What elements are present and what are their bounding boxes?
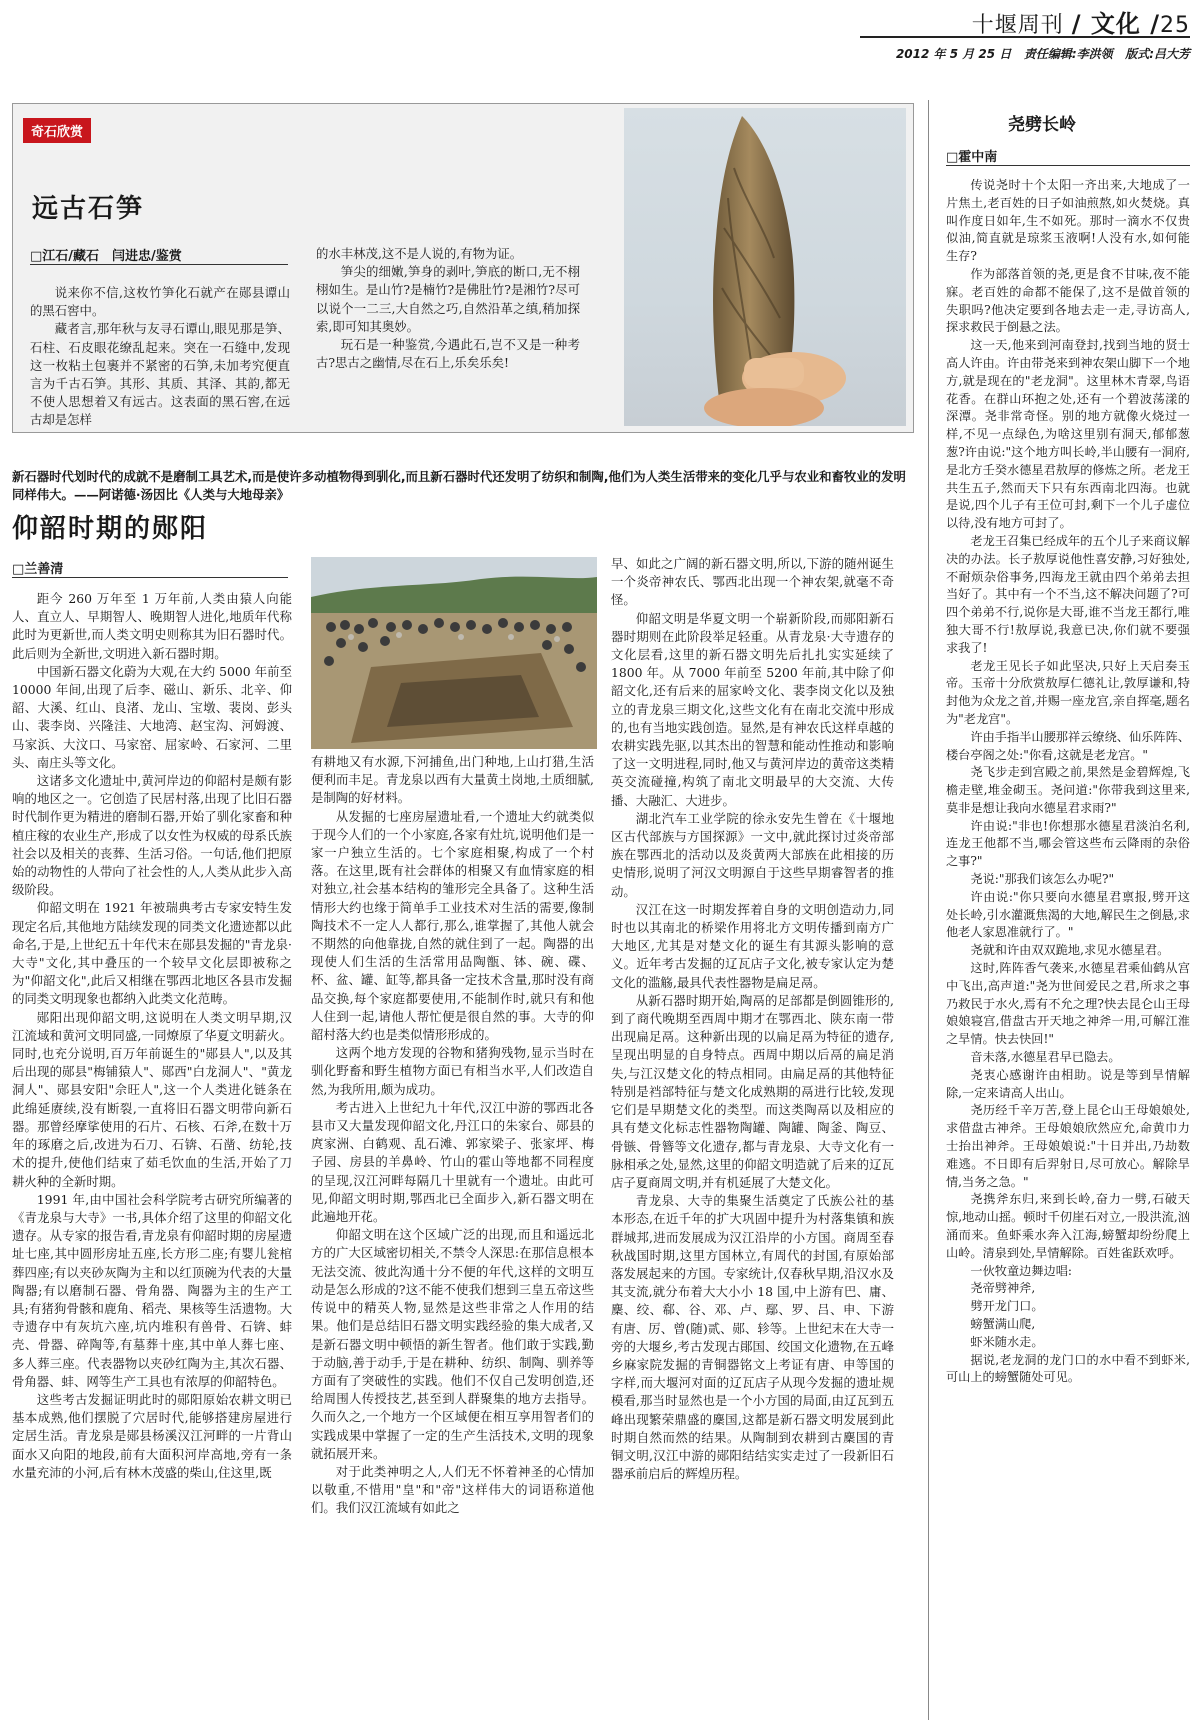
paragraph: 尧历经千辛万苦,登上昆仑山王母娘娘处,求借盘古神斧。王母娘娘欣然应允,命黄巾力士抬出神斧。王母娘娘说:"十日并出,乃劫数难逃。不日即有后羿射日,尽可放心。解除旱情,当务之急。" [946, 1103, 1190, 1189]
paragraph: 老龙王召集已经成年的五个儿子来商议解决的办法。长子敖厚说他性喜安静,习好独处,不耐烦杂俗事务,四海龙王就由四个弟弟去担当好了。其中有一个不当,这不解决问题了?可四个弟弟不行,说你是大哥,谁不当龙王都行,唯独大哥不行!敖厚说,我意已决,你们就不要强求我了! [946, 533, 1190, 655]
paragraph: 青龙泉、大寺的集聚生活奠定了氏族公社的基本形态,在近千年的扩大巩固中提升为村落集镇和族群城邦,进而发展成为汉江沿岸的小方国。商周至春秋战国时期,这里方国林立,有周代的封国,有原始部落发展起来的方国。专家统计,仅春秋早期,沿汉水及其支流,就分布着大大小小 18 国,中上游有巴、庸、麇、绞、郗、谷、邓、卢、鄢、罗、吕、申、下游有唐、厉、曾(随)贰、郧、轸等。上世纪末在大寺一旁的大堰乡,考古发现古鄖国、绞国文化遗物,在五峰乡麻家院发掘的青铜器铭文上考证有唐、申等国的字样,而大堰河对面的辽瓦店子从现今发掘的遗址规模看,那当时显然也是一个小方国的局面,由辽瓦到五峰出现繁荣鼎盛的麇国,这都是新石器文明发展到此时期自然而然的结果。从陶制到农耕到古麇国的青铜文明,汉江中游的郧阳结结实实走过了一段新旧石器承前启后的辉煌历程。 [611, 1193, 894, 1482]
article-column-2 [311, 753, 594, 1518]
paragraph: 许由手指半山腰那祥云缭绕、仙乐阵阵、楼台亭阁之处:"你看,这就是老龙宫。" [946, 729, 1190, 762]
paragraph: 许由说:"非也!你想那水德星君淡泊名利,连龙王他都不当,哪会管这些布云降雨的杂俗之事?" [946, 818, 1190, 869]
paragraph: 老龙王见长子如此坚决,只好上天启奏玉帝。玉帝十分欣赏敖厚仁德礼让,敦厚谦和,特封他为众龙之首,并赐一座龙宫,亲自挥毫,题名为"老龙宫"。 [946, 658, 1190, 726]
side-byline: □霍中南 [946, 150, 998, 165]
epigraph-quote: 新石器时代划时代的成就不是磨制工具艺术,而是使许多动植物得到驯化,而且新石器时代还发明了纺织和制陶,他们为人类生活带来的变化几乎与农业和畜牧业的发明同样伟大。——阿诺德·汤因比《人类与大地母亲》 [12, 469, 906, 502]
masthead-title: 十堰周刊 / 文化 /25 [971, 10, 1190, 38]
paragraph: 1991 年,由中国社会科学院考古研究所编著的《青龙泉与大寺》一书,具体介绍了这里的仰韶文化遗存。从专家的报告看,青龙泉有仰韶时期的房屋遗址七座,其中圆形房址五座,长方形二座;有婴儿瓮棺葬四座;有以夹砂灰陶为主和以红顶碗为代表的大量陶器;有以磨制石器、骨角器、陶器为主的生产工具;有猪狗骨骸和鹿角、稻壳、果核等生活遗物。大寺遗存中有灰坑六座,坑内堆积有兽骨、石锛、蚌壳、骨器、碎陶等,有墓葬十座,其中单人葬七座、多人葬三座。代表器物以夹砂红陶为主,其次石器、骨角器、蚌、网等生产工具也有浓厚的仰韶特色。 [12, 1191, 292, 1389]
paragraph: 这两个地方发现的谷物和猪狗残物,显示当时在驯化野畜和野生植物方面已有相当水平,人们改造自然,为我所用,颇为成功。 [311, 1045, 594, 1097]
paragraph: 早、如此之广阔的新石器文明,所以,下游的随州诞生一个炎帝神农氏、鄂西北出现一个神农架,就毫不奇怪。 [611, 556, 894, 608]
stone-byline-rule [30, 264, 288, 265]
side-byline-rule [946, 165, 1190, 166]
paragraph: 作为部落首领的尧,更是食不甘味,夜不能寐。老百姓的命都不能保了,这不是做首领的失职吗?他决定要到各地去走一走,寻访高人,探求救民于倒悬之法。 [946, 266, 1190, 335]
article-byline-rule [12, 577, 288, 578]
article-title: 仰韶时期的郧阳 [12, 514, 209, 544]
paragraph: 尧衷心感谢许由相助。说是等到旱情解除,一定来请高人出山。 [946, 1067, 1190, 1100]
masthead-editor: 责任编辑:李洪领 [1023, 47, 1113, 61]
paragraph: 仰韶文明在这个区域广泛的出现,而且和遥远北方的广大区域密切相关,不禁令人深思:在那信息根本无法交流、彼此沟通十分不便的年代,这样的文明互动是怎么形成的?这不能不使我们想到三皇五帝这些传说中的精英人物,显然是这些非常之人作用的结果。他们是总结旧石器文明实践经验的集大成者,又是新石器文明中顿悟的新生智者。他们敢于实践,勤于动脑,善于动手,于是在耕种、纺织、制陶、驯养等方面有了突破性的实践。他们不仅自己发明创造,还给周围人传授技艺,甚至到人群聚集的地方去指导。久而久之,一个地方一个区域便在相互享用智者们的实践成果中掌握了一定的生产生活技术,文明的现象就拓展开来。 [311, 1227, 594, 1461]
paragraph: 从新石器时期开始,陶鬲的足部都是倒圆锥形的,到了商代晚期至西周中期才在鄂西北、陕东南一带出现扁足鬲。这种新出现的以扁足鬲为特征的遗存,呈现出明显的自身特点。西周中期以后鬲的扁足消失,与江汉楚文化的特点相同。由扁足鬲的其他特征特别是裆部特征与楚文化成熟期的鬲进行比较,发现它们是早期楚文化的类型。而这类陶鬲以及相应的具有楚文化标志性器物陶罐、陶罐、陶釜、陶豆、骨镞、骨簪等文化遗存,都与青龙泉、大寺文化有一脉相承之处,显然,这里的仰韶文明造就了后来的辽瓦店子夏商周文明,并有机延展了大楚文化。 [611, 992, 894, 1190]
masthead-date: 2012 年 5 月 25 日 [895, 47, 1012, 61]
article-byline: □兰善清 [12, 562, 64, 577]
masthead-sub [896, 45, 1190, 62]
poem-line: 劈开龙门口。 [970, 1299, 1044, 1314]
poem-line: 尧帝劈神斧, [970, 1281, 1036, 1296]
paragraph: 距今 260 万年至 1 万年前,人类由猿人向能人、直立人、早期智人、晚期智人进化,地质年代称此时为更新世,而人类文明史则称其为旧石器时代。此后则为全新世,文明进入新石器时期。 [12, 591, 292, 661]
paragraph: 考古进入上世纪九十年代,汉江中游的鄂西北各县市又大量发现仰韶文化,丹江口的朱家台、郧县的庹家洲、白鹤观、乱石滩、郭家梁子、张家坪、梅子园、房县的羊鼻岭、竹山的霍山等地都不同程度的呈现,汉江河畔每隔几十里就有一个遗址。由此可见,仰韶文明时期,鄂西北已全面步入,新石器文明在此遍地开花。 [311, 1099, 594, 1225]
paragraph: 许由说:"你只要向水德星君禀报,劈开这处长岭,引水灌溉焦渴的大地,解民生之倒悬,求他老人家恩准就行了。" [946, 889, 1190, 940]
stone-title: 远古石笋 [32, 194, 145, 224]
paragraph: 有耕地又有水源,下河捕鱼,出门种地,上山打猎,生活便利而丰足。青龙泉以西有大量黄土岗地,土质细腻,是制陶的好材料。 [311, 754, 594, 806]
paragraph: 对于此类神明之人,人们无不怀着神圣的心情加以敬重,不惜用"皇"和"帝"这样伟大的词语称道他们。我们汉江流域有如此之 [311, 1463, 594, 1516]
paragraph: 湖北汽车工业学院的徐永安先生曾在《十堰地区古代部族与方国探源》一文中,就此探讨过炎帝部族在鄂西北的活动以及炎黄两大部族在此相接的历史情形,说明了河汉文明源自于这些早期睿智者的推动。 [611, 810, 894, 899]
paragraph: 据说,老龙洞的龙门口的水中看不到虾米,可山上的螃蟹随处可见。 [946, 1352, 1190, 1385]
paragraph: 的水丰林茂,这不是人说的,有物为证。 [316, 246, 523, 261]
poem-line: 虾米随水走。 [970, 1334, 1044, 1349]
paragraph: 玩石是一种鉴赏,今遇此石,岂不又是一种考古?思古之幽情,尽在石上,乐矣乐矣! [316, 337, 580, 371]
paragraph: 汉江在这一时期发挥着自身的文明创造动力,同时也以其南北的桥梁作用将北方文明传播到南方广大地区,尤其是对楚文化的诞生有其源头影响的意义。近年考古发掘的辽瓦店子文化,被专家认定为楚文化的滥觞,最具代表性器物是扁足鬲。 [611, 901, 894, 990]
paragraph: 仰韶文明是华夏文明一个崭新阶段,而郧阳新石器时期则在此阶段举足轻重。从青龙泉·大寺遗存的文化层看,这里的新石器文明先后扎扎实实延续了 1800 年。从 7000 年前至 5200 年前,其中除了仰韶文化,还有后来的屈家岭文化、裴李岗文化以及独立的青龙泉三期文化,这些文化有在南北交流中形成的,也有当地实践创造。显然,是有神农氏这样卓越的农耕实践先驱,以其杰出的智慧和能动性推动和影响了这一文明进程,同时,他又与黄河岸边的黄帝这类精英交流碰撞,构筑了南北文明最早的大交流、大传播、大融汇、大进步。 [611, 610, 894, 808]
paragraph: 尧携斧东归,来到长岭,奋力一劈,石破天惊,地动山摇。顿时千仞崖石对立,一股洪流,汹涌而来。鱼虾乘水奔入江海,螃蟹却纷纷爬上山岭。清泉到处,旱情解除。百姓雀跃欢呼。 [946, 1192, 1190, 1260]
masthead [896, 4, 1190, 62]
masthead-divider [860, 36, 1190, 38]
paragraph: 这一天,他来到河南登封,找到当地的贤士高人许由。许由带尧来到神农架山脚下一个地方,就是现在的"老龙洞"。这里林木青翠,鸟语花香。在群山环抱之处,还有一个碧波荡漾的深潭。尧非常奇怪。别的地方就像火烧过一样,不见一点绿色,为啥这里别有洞天,郁郁葱葱?许由说:"这个地方叫长岭,半山腰有一洞府,是北方壬癸水德星君敖厚的修炼之所。老龙王共生五子,然而天下只有东西南北四海。也就是说,四个儿子有王位可封,剩下一个儿子虚位以待,没有地方可封了。 [946, 338, 1190, 531]
bamboo-shoot-fossil-image [624, 108, 906, 426]
masthead-layout: 版式:吕大芳 [1125, 47, 1190, 61]
side-column-text [946, 177, 1190, 1387]
paragraph: 笋尖的细嫩,笋身的剥叶,笋底的断口,无不栩栩如生。是山竹?是楠竹?是佛肚竹?是湘竹?尽可以说个一二三,大自然之巧,自然沿革之缜,稍加探索,即可知其奥妙。 [316, 264, 580, 334]
masthead-page: 25 [1160, 13, 1190, 38]
paragraph: 仰韶文明在 1921 年被瑞典考古专家安特生发现定名后,其他地方陆续发现的同类文化遗迹都以此命名,于是,上世纪五十年代末在郧县发掘的"青龙泉·大寺"文化,其中叠压的一个较早文化层即被称之为"仰韶文化",此后又相继在鄂西北地区各县市发掘的同类文明现象也都纳入此类文化范畴。 [12, 900, 292, 1007]
paragraph: 尧飞步走到宫殿之前,果然是金碧辉煌,飞檐走壁,堆金砌玉。尧问道:"你带我到这里来,莫非是想让我向水德星君求雨?" [946, 765, 1190, 815]
paragraph: 尧说:"那我们该怎么办呢?" [970, 872, 1115, 887]
masthead-paper: 十堰周刊 [971, 13, 1064, 38]
paragraph: 尧就和许由双双跪地,求见水德星君。 [970, 943, 1170, 958]
paragraph: 中国新石器文化蔚为大观,在大约 5000 年前至 10000 年间,出现了后李、磁山、新乐、北辛、仰韶、大溪、红山、良渚、龙山、宝墩、裴岗、彭头山、裴李岗、兴隆洼、大地湾、赵宝沟、河姆渡、马家浜、大汶口、马家窑、屈家岭、石家河、二里头、南庄头等文化。 [12, 663, 292, 770]
paragraph: 说来你不信,这枚竹笋化石就产在郧县谭山的黑石窖中。 [30, 285, 290, 319]
paragraph: 传说尧时十个太阳一齐出来,大地成了一片焦土,老百姓的日子如油煎熬,如火焚烧。真叫作度日如年,生不如死。那时一滴水不仅贵似油,简直就是琼浆玉液啊!人没有水,如何能生存? [946, 178, 1190, 264]
poem-line: 螃蟹满山爬, [970, 1317, 1036, 1331]
article-column-1 [12, 590, 292, 1482]
stone-column-2 [316, 245, 580, 372]
paragraph: 从发掘的七座房屋遗址看,一个遗址大约就类似于现今人们的一个小家庭,各家有灶坑,说明他们是一家一户独立生活的。七个家庭相聚,构成了一个村落。在这里,既有社会群体的相聚又有血情家庭的相对独立,社会基本结构的雏形完全具备了。这种生活情形大约也缘于简单手工业技术对生活的需要,像制陶技术不一定人人都行,那么,谁掌握了,其他人就会不期然的向他靠拢,自然的就住到了一起。陶器的出现使人们生活的生活常用品陶甑、钵、碗、碟、杯、盆、罐、缸等,都具备一定技术含量,那时没有商品交换,每个家庭都要使用,不能制作时,就只有和他人住到一起,请他人帮忙便是很自然的事。大寺的仰韶村落大约也是类似情形形成的。 [311, 808, 594, 1043]
paragraph: 一伙牧童边舞边唱: [970, 1263, 1072, 1278]
paragraph: 音未落,水德星君早已隐去。 [970, 1050, 1121, 1065]
side-title: 尧劈长岭 [1008, 115, 1076, 135]
stone-column-1 [30, 284, 290, 430]
paragraph: 郧阳出现仰韶文明,这说明在人类文明早期,汉江流域和黄河文明同盛,一同燎原了华夏文明薪火。同时,也充分说明,百万年前诞生的"郧县人",以及其后出现的郧县"梅铺猿人"、郧西"白龙洞人"、"黄龙洞人"、郧县安阳"佘旺人",这一个人类进化链条在此绵延赓续,没有断裂,一直将旧石器文明带向新石器。那曾经摩挲使用的石片、石核、石斧,在数十万年的琢磨之后,改进为石刀、石锛、石凿、纺轮,技术的提升,使他们结束了茹毛饮血的生活,开始了刀耕火种的全新时期。 [12, 1009, 292, 1189]
article-column-3 [611, 555, 894, 1483]
stone-photo [624, 108, 906, 426]
paragraph: 这时,阵阵香气袭来,水德星君乘仙鹤从宫中飞出,高声道:"尧为世间爱民之君,所求之事乃救民于水火,焉有不允之理?快去昆仑山王母娘娘寝宫,借盘古开天地之神斧一用,可解江淮之旱情。快去快回!" [946, 961, 1190, 1047]
side-column-divider [928, 100, 929, 1720]
paragraph: 这些考古发掘证明此时的郧阳原始农耕文明已基本成熟,他们摆脱了穴居时代,能够搭建房屋进行定居生活。青龙泉是郧县杨溪汉江河畔的一片背山面水又向阳的地段,前有大面积河岸高地,旁有一条水量充沛的小河,后有林木茂盛的柴山,住这里,既 [12, 1391, 292, 1480]
paragraph: 藏者言,那年秋与友寻石谭山,眼见那是笋、石柱、石皮眼花缭乱起来。突在一石缝中,发现这一枚粘土包裹并不紧密的石笋,未加考究便直言为千古石笋。其形、其质、其泽、其韵,都无不使人思想着又有远古。这表面的黑石窖,在远古却是怎样 [30, 321, 290, 428]
excavation-site-image [311, 557, 597, 749]
paragraph: 这诸多文化遗址中,黄河岸边的仰韶村是颇有影响的地区之一。它创造了民居村落,出现了比旧石器时代制作更为精进的磨制石器,开始了驯化家畜和种植庄稼的农业生产,形成了以女性为权威的母系氏族社会以及相关的丧葬、生活习俗。一句话,他们把原始的动物性的人带向了社会性的人,人类从此步入高级阶段。 [12, 773, 292, 898]
stone-byline: □江石/藏石 闫进忠/鉴赏 [30, 249, 182, 264]
excavation-photo [311, 557, 597, 749]
section-badge: 奇石欣赏 [23, 118, 91, 143]
masthead-section: 文化 [1090, 10, 1141, 38]
